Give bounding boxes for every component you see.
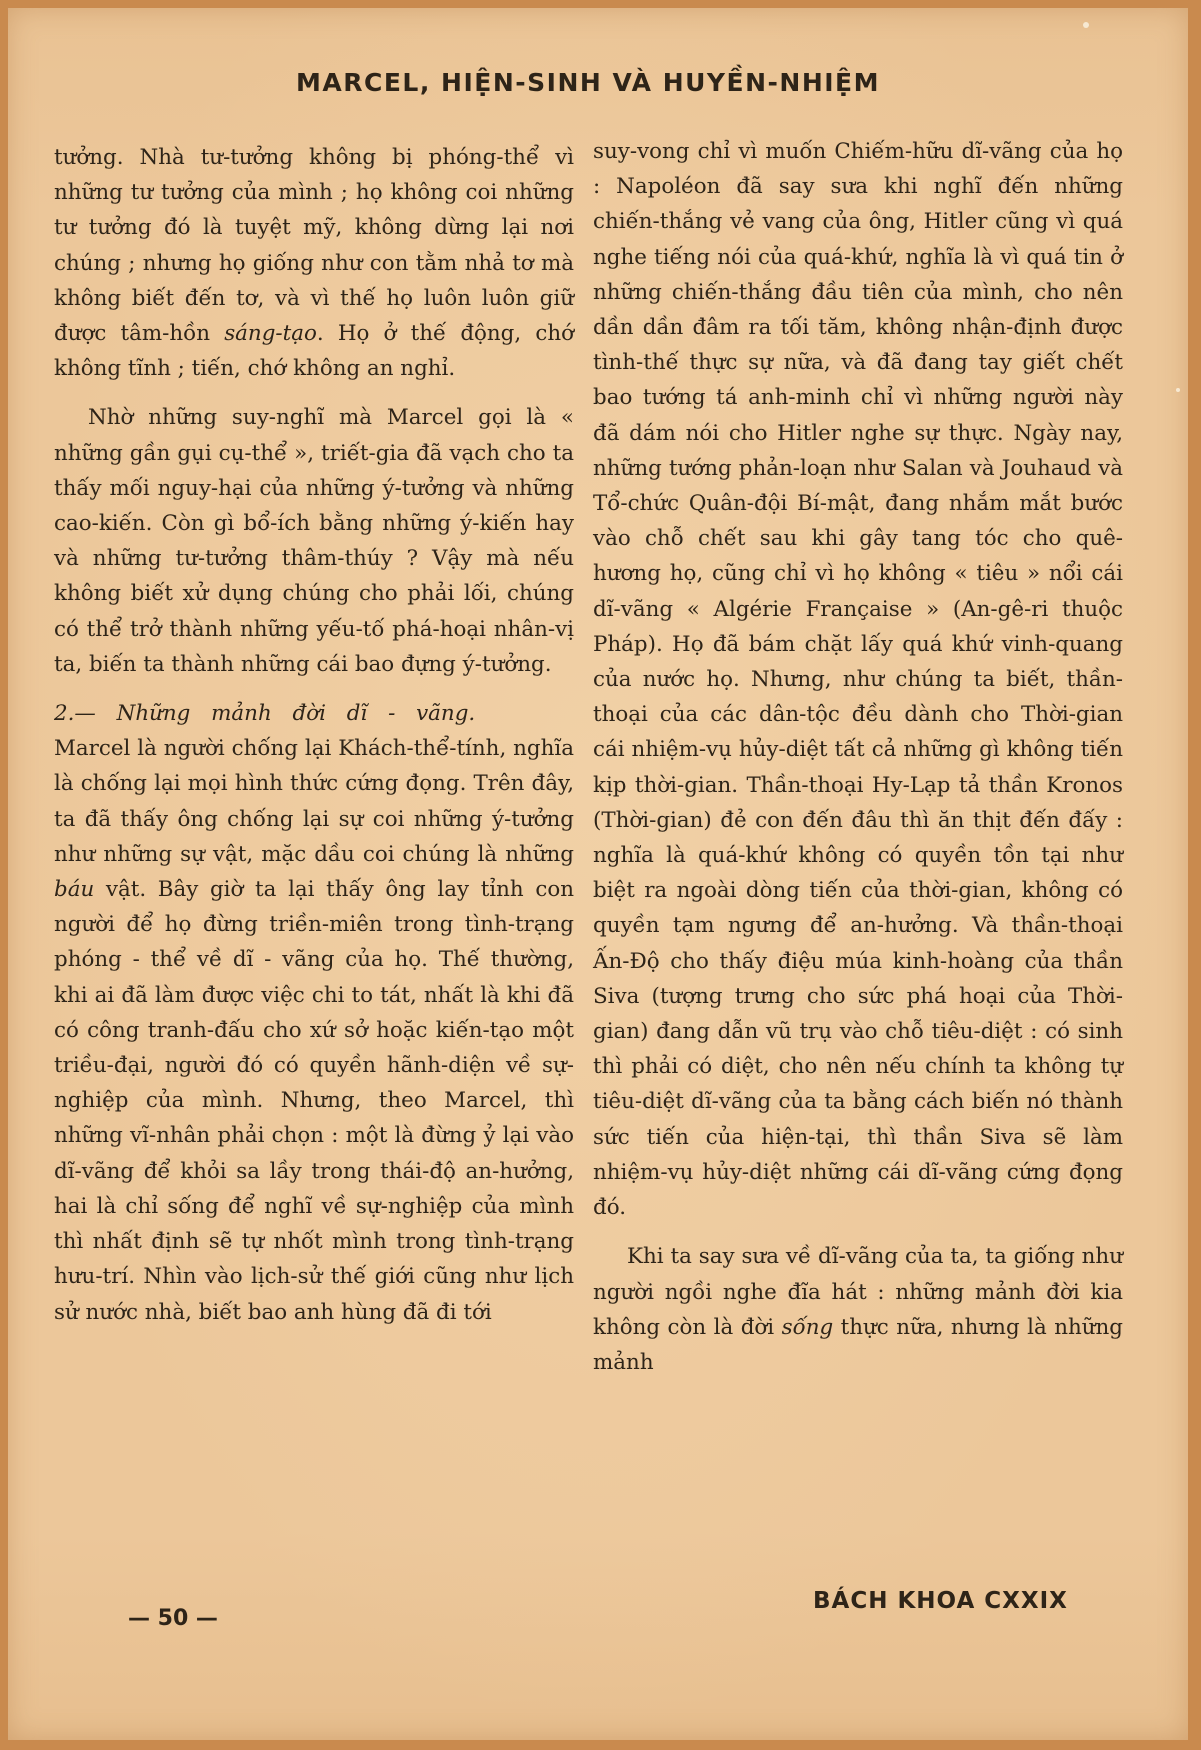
journal-footer: BÁCH KHOA CXXIX <box>813 1588 1068 1614</box>
paragraph: Khi ta say sưa về dĩ-vãng của ta, ta giống như người ngồi nghe đĩa hát : những mảnh đời kia không còn là đời sống thực nữa, nhưng là những mảnh <box>593 1244 1123 1375</box>
paper-speck <box>1176 388 1180 392</box>
right-column <box>593 134 1123 1380</box>
paragraph: tưởng. Nhà tư-tưởng không bị phóng-thể vì những tư tưởng của mình ; họ không coi những tư tưởng đó là tuyệt mỹ, không dừng lại nơi chúng ; nhưng họ giống như con tằm nhả tơ mà không biết đến tơ, và vì thế họ luôn luôn giữ được tâm-hồn sáng-tạo. Họ ở thế động, chớ không tĩnh ; tiến, chớ không an nghỉ. <box>54 145 574 382</box>
book-page <box>8 8 1188 1740</box>
emphasis: báu <box>54 877 95 903</box>
page-number: — 50 — <box>128 1606 218 1631</box>
emphasis: sáng-tạo <box>224 321 317 347</box>
section-heading: 2.— Những mảnh đời dĩ - vãng. <box>54 701 476 727</box>
running-header: MARCEL, HIỆN-SINH VÀ HUYỀN-NHIỆM <box>296 68 880 97</box>
left-column <box>54 140 574 1330</box>
paragraph: Nhờ những suy-nghĩ mà Marcel gọi là « những gần gụi cụ-thể », triết-gia đã vạch cho ta thấy mối nguy-hại của những ý-tưởng và những cao-kiến. Còn gì bổ-ích bằng những ý-kiến hay và những tư-tưởng thâm-thúy ? Vậy mà nếu không biết xử dụng chúng cho phải lối, chúng có thể trở thành những yếu-tố phá-hoại nhân-vị ta, biến ta thành những cái bao đựng ý-tưởng. <box>54 405 574 677</box>
paragraph: suy-vong chỉ vì muốn Chiếm-hữu dĩ-vãng của họ : Napoléon đã say sưa khi nghĩ đến những chiến-thắng vẻ vang của ông, Hitler cũng vì quá nghe tiếng nói của quá-khứ, nghĩa là vì quá tin ở những chiến-thắng đầu tiên của mình, cho nên dần dần đâm ra tối tăm, không nhận-định được tình-thế thực sự nữa, và đã đang tay giết chết bao tướng tá anh-minh chỉ vì những người này đã dám nói cho Hitler nghe sự thực. Ngày nay, những tướng phản-loạn như Salan và Jouhaud và Tổ-chức Quân-đội Bí-mật, đang nhắm mắt bước vào chỗ chết sau khi gây tang tóc cho quê-hương họ, cũng chỉ vì họ không « tiêu » nổi cái dĩ-vãng « Algérie Française » (An-gê-ri thuộc Pháp). Họ đã bám chặt lấy quá khứ vinh-quang của nước họ. Nhưng, như chúng ta biết, thần-thoại của các dân-tộc đều dành cho Thời-gian cái nhiệm-vụ hủy-diệt tất cả những gì không tiến kịp thời-gian. Thần-thoại Hy-Lạp tả thần Kronos (Thời-gian) đẻ con đến đâu thì ăn thịt đến đấy : nghĩa là quá-khứ không có quyền tồn tại như biệt ra ngoài dòng tiến của thời-gian, không có quyền tạm ngưng để an-hưởng. Và thần-thoại Ấn-Độ cho thấy điệu múa kinh-hoàng của thần Siva (tượng trưng cho sức phá hoại của Thời-gian) đang dẫn vũ trụ vào chỗ tiêu-diệt : có sinh thì phải có diệt, cho nên nếu chính ta không tự tiêu-diệt dĩ-vãng của ta bằng cách biến nó thành sức tiến của hiện-tại, thì thần Siva sẽ làm nhiệm-vụ hủy-diệt những cái dĩ-vãng cứng đọng đó. <box>593 139 1123 1221</box>
emphasis: sống <box>781 1314 834 1340</box>
paper-speck <box>1083 22 1089 28</box>
paragraph: Marcel là người chống lại Khách-thể-tính, nghĩa là chống lại mọi hình thức cứng đọng. Trên đây, ta đã thấy ông chống lại sự coi những ý-tưởng như những sự vật, mặc dầu coi chúng là những báu vật. Bây giờ ta lại thấy ông lay tỉnh con người để họ đừng triền-miên trong tình-trạng phóng - thể về dĩ - vãng của họ. Thế thường, khi ai đã làm được việc chi to tát, nhất là khi đã có công tranh-đấu cho xứ sở hoặc kiến-tạo một triều-đại, người đó có quyền hãnh-diện về sự-nghiệp của mình. Nhưng, theo Marcel, thì những vĩ-nhân phải chọn : một là đừng ỷ lại vào dĩ-vãng để khỏi sa lầy trong thái-độ an-hưởng, hai là chỉ sống để nghĩ về sự-nghiệp của mình thì nhất định sẽ tự nhốt mình trong tình-trạng hưu-trí. Nhìn vào lịch-sử thế giới cũng như lịch sử nước nhà, biết bao anh hùng đã đi tới <box>54 736 574 1325</box>
